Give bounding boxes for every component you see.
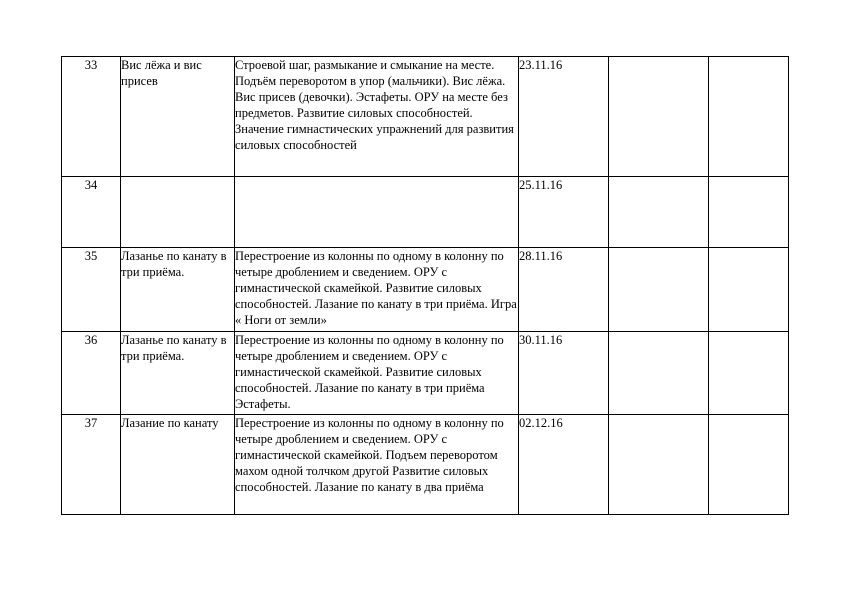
lesson-number: 33 — [62, 57, 121, 177]
lesson-content: Перестроение из колонны по одному в колонну по четыре дроблением и сведением. ОРУ с гимнастической скамейкой. Развитие силовых способностей. Лазание по канату в три приёма. Игра « Ноги от земли» — [235, 248, 519, 332]
lesson-topic: Лазанье по канату в три приёма. — [121, 248, 235, 332]
empty-cell — [709, 177, 789, 248]
table-row — [62, 57, 789, 177]
table-row — [62, 177, 789, 248]
table-row — [62, 415, 789, 515]
lesson-topic: Лазанье по канату в три приёма. — [121, 332, 235, 415]
lesson-number: 34 — [62, 177, 121, 248]
lesson-topic — [121, 177, 235, 248]
lesson-content: Перестроение из колонны по одному в колонну по четыре дроблением и сведением. ОРУ с гимнастической скамейкой. Подъем переворотом махом одной толчком другой Развитие силовых способностей. Лазание по канату в два приёма — [235, 415, 519, 515]
lesson-content: Перестроение из колонны по одному в колонну по четыре дроблением и сведением. ОРУ с гимнастической скамейкой. Развитие силовых способностей. Лазание по канату в три приёма Эстафеты. — [235, 332, 519, 415]
table-row — [62, 248, 789, 332]
lesson-number: 35 — [62, 248, 121, 332]
lesson-date: 25.11.16 — [519, 177, 609, 248]
empty-cell — [609, 177, 709, 248]
lesson-topic: Вис лёжа и вис присев — [121, 57, 235, 177]
lesson-content: Строевой шаг, размыкание и смыкание на месте. Подъём переворотом в упор (мальчики). Вис лёжа. Вис присев (девочки). Эстафеты. ОРУ на месте без предметов. Развитие силовых способностей. Значение гимнастических упражнений для развития силовых способностей — [235, 57, 519, 177]
lesson-plan-table — [61, 56, 789, 515]
empty-cell — [709, 415, 789, 515]
lesson-topic: Лазание по канату — [121, 415, 235, 515]
lesson-date: 30.11.16 — [519, 332, 609, 415]
empty-cell — [709, 248, 789, 332]
empty-cell — [609, 332, 709, 415]
lesson-date: 02.12.16 — [519, 415, 609, 515]
lesson-number: 37 — [62, 415, 121, 515]
lesson-number: 36 — [62, 332, 121, 415]
lesson-date: 23.11.16 — [519, 57, 609, 177]
empty-cell — [709, 332, 789, 415]
lesson-date: 28.11.16 — [519, 248, 609, 332]
empty-cell — [609, 248, 709, 332]
lesson-content — [235, 177, 519, 248]
empty-cell — [609, 57, 709, 177]
table-row — [62, 332, 789, 415]
empty-cell — [609, 415, 709, 515]
empty-cell — [709, 57, 789, 177]
